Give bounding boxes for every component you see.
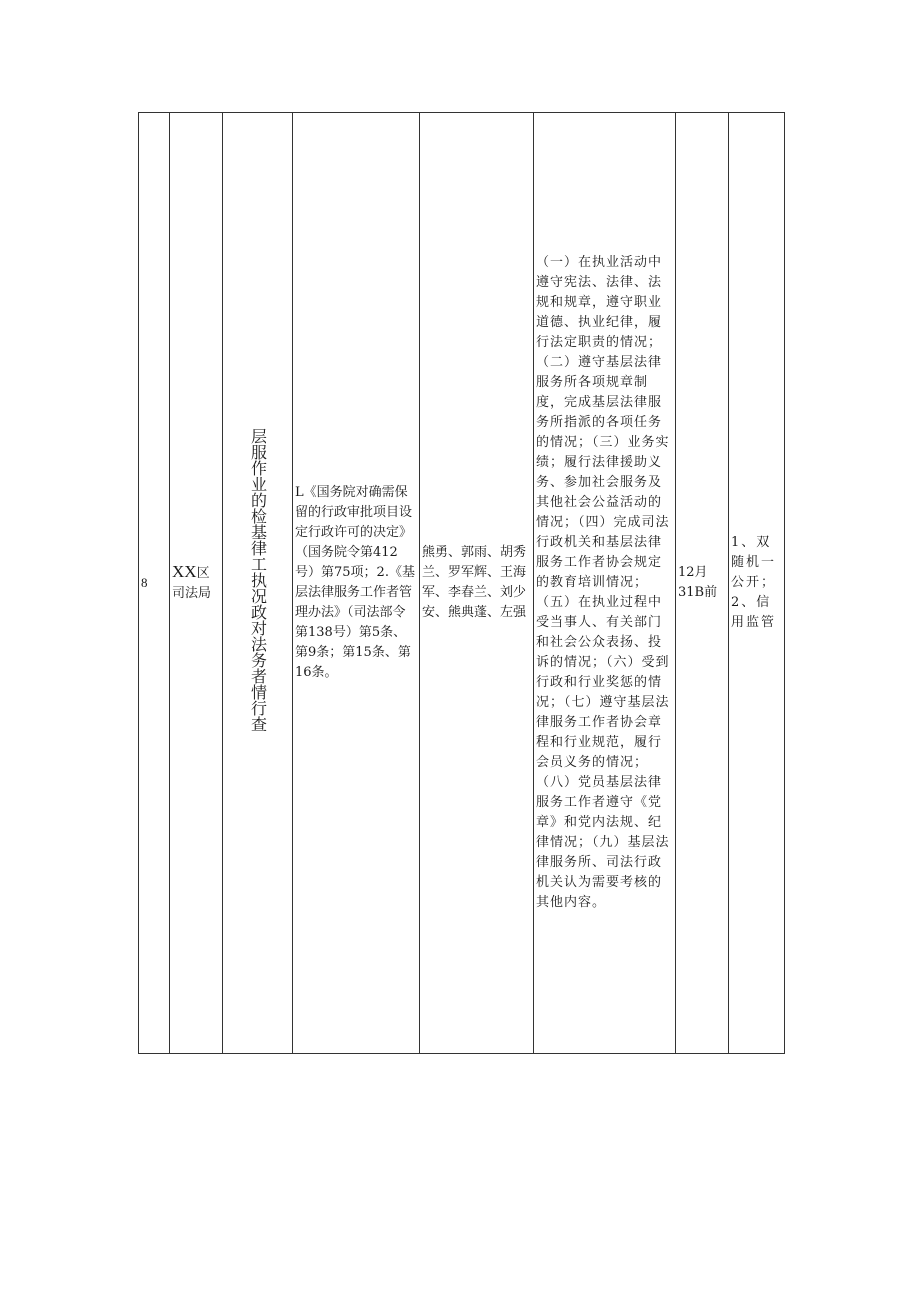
- inspection-title: 层服作业的检基律工执况政对法务者情行查: [248, 427, 268, 732]
- deadline: 12月31B前: [676, 113, 729, 1054]
- legal-basis: L《国务院对确需保留的行政审批项目设定行政许可的决定》（国务院令第412号）第75项；2.《基层法律服务工作者管理办法》（司法部令第138号）第5条、第9条；第15条、第16条。: [293, 113, 420, 1054]
- inspection-table: [138, 112, 785, 1054]
- inspection-items: （一）在执业活动中遵守宪法、法律、法规和规章，遵守职业道德、执业纪律，履行法定职责的情况；（二）遵守基层法律服务所各项规章制度，完成基层法律服务所指派的各项任务的情况；（三）业务实绩；履行法律援助义务、参加社会服务及其他社会公益活动的情况；（四）完成司法行政机关和基层法律服务工作者协会规定的教育培训情况；（五）在执业过程中受当事人、有关部门和社会公众表扬、投诉的情况；（六）受到行政和行业奖惩的情况；（七）遵守基层法律服务工作者协会章程和行业规范，履行会员义务的情况；（八）党员基层法律服务工作者遵守《党章》和党内法规、纪律情况；（九）基层法律服务所、司法行政机关认为需要考核的其他内容。: [534, 113, 676, 1054]
- row-number: 8: [139, 113, 170, 1054]
- department-cell: XX区 司法局: [170, 113, 223, 1054]
- inspection-title-cell: [223, 113, 293, 1054]
- inspectors: 熊勇、郭雨、胡秀兰、罗军辉、王海军、李春兰、刘少安、熊典蓬、左强: [420, 113, 534, 1054]
- table-row: [139, 113, 785, 1054]
- inspection-method: 1、双随机一公开；2、信用监管: [729, 113, 785, 1054]
- department-prefix: XX: [172, 562, 197, 581]
